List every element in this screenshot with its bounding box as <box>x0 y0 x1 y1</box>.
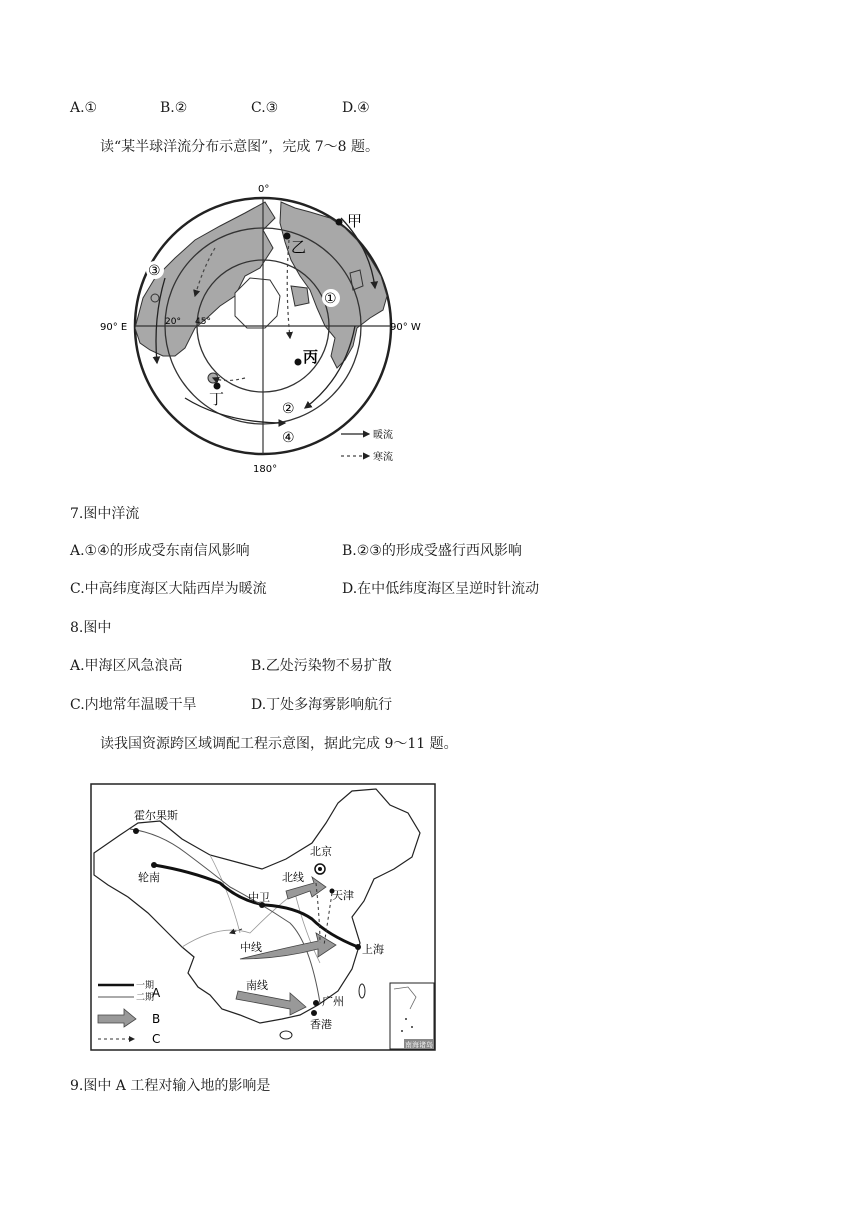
q6-option-d: D.④ <box>342 100 370 116</box>
q9-stem: 9.图中 A 工程对输入地的影响是 <box>70 1078 271 1094</box>
q8-option-b: B.乙处污染物不易扩散 <box>251 658 392 674</box>
marker-yi-label: 乙 <box>291 238 307 256</box>
label-beixian: 北线 <box>282 871 304 884</box>
current-4-label: ④ <box>282 430 295 446</box>
left-longitude-label: 90° E <box>100 322 128 333</box>
legend-c-label: C <box>152 1032 161 1046</box>
q6-option-b: B.② <box>160 100 188 116</box>
marker-jia-point <box>336 219 343 226</box>
legend-b-label: B <box>152 1012 161 1026</box>
current-1-label: ① <box>324 291 337 307</box>
q7-option-a: A.①④的形成受东南信风影响 <box>70 543 250 559</box>
city-xianggang: 香港 <box>310 1018 332 1031</box>
current-2-label: ② <box>282 401 295 417</box>
q7-option-b: B.②③的形成受盛行西风影响 <box>342 543 522 559</box>
q8-option-d: D.丁处多海雾影响航行 <box>251 697 393 713</box>
city-zhongwei: 中卫 <box>248 891 270 904</box>
china-transfer-map <box>90 783 436 1051</box>
label-nanxian: 南线 <box>246 979 268 992</box>
legend-phase1-label: 一期 <box>136 981 155 991</box>
q7-option-c: C.中高纬度海区大陆西岸为暖流 <box>70 581 267 597</box>
ocean-current-map <box>95 178 425 476</box>
legend-a-label: A <box>152 986 161 1000</box>
legend-phase2-label: 二期 <box>136 993 155 1003</box>
legend-warm-label: 暖流 <box>373 430 393 441</box>
marker-bing-point <box>295 359 302 366</box>
marker-jia-label: 甲 <box>347 212 363 230</box>
intro-9-11: 读我国资源跨区域调配工程示意图，据此完成 9～11 题。 <box>100 736 458 752</box>
bottom-longitude-label: 180° <box>253 464 278 475</box>
city-shanghai: 上海 <box>362 943 384 956</box>
lat-45-label: 45° <box>195 317 211 327</box>
legend-cold-label: 寒流 <box>373 452 393 463</box>
marker-yi-point <box>284 233 291 240</box>
q7-stem: 7.图中洋流 <box>70 506 140 522</box>
right-longitude-label: 90° W <box>390 322 421 333</box>
lat-20-label: 20° <box>165 317 181 327</box>
marker-bing-label: 丙 <box>303 348 319 366</box>
intro-7-8: 读“某半球洋流分布示意图”，完成 7～8 题。 <box>100 139 380 155</box>
q6-option-c: C.③ <box>251 100 279 116</box>
inset-label: 南海诸岛 <box>405 1041 433 1049</box>
current-3-label: ③ <box>148 263 161 279</box>
q8-stem: 8.图中 <box>70 620 112 636</box>
q6-option-a: A.① <box>70 100 98 116</box>
label-zhongxian: 中线 <box>240 941 262 954</box>
city-tianjin: 天津 <box>332 889 354 902</box>
city-huoerguosi: 霍尔果斯 <box>134 809 178 822</box>
city-guangzhou: 广州 <box>322 995 344 1008</box>
marker-ding-point <box>214 383 221 390</box>
top-longitude-label: 0° <box>258 184 270 195</box>
marker-ding-label: 丁 <box>209 390 225 408</box>
q7-option-d: D.在中低纬度海区呈逆时针流动 <box>342 581 540 597</box>
q8-option-c: C.内地常年温暖干旱 <box>70 697 197 713</box>
city-lunnan: 轮南 <box>138 871 160 884</box>
q8-option-a: A.甲海区风急浪高 <box>70 658 183 674</box>
city-beijing: 北京 <box>310 845 332 858</box>
